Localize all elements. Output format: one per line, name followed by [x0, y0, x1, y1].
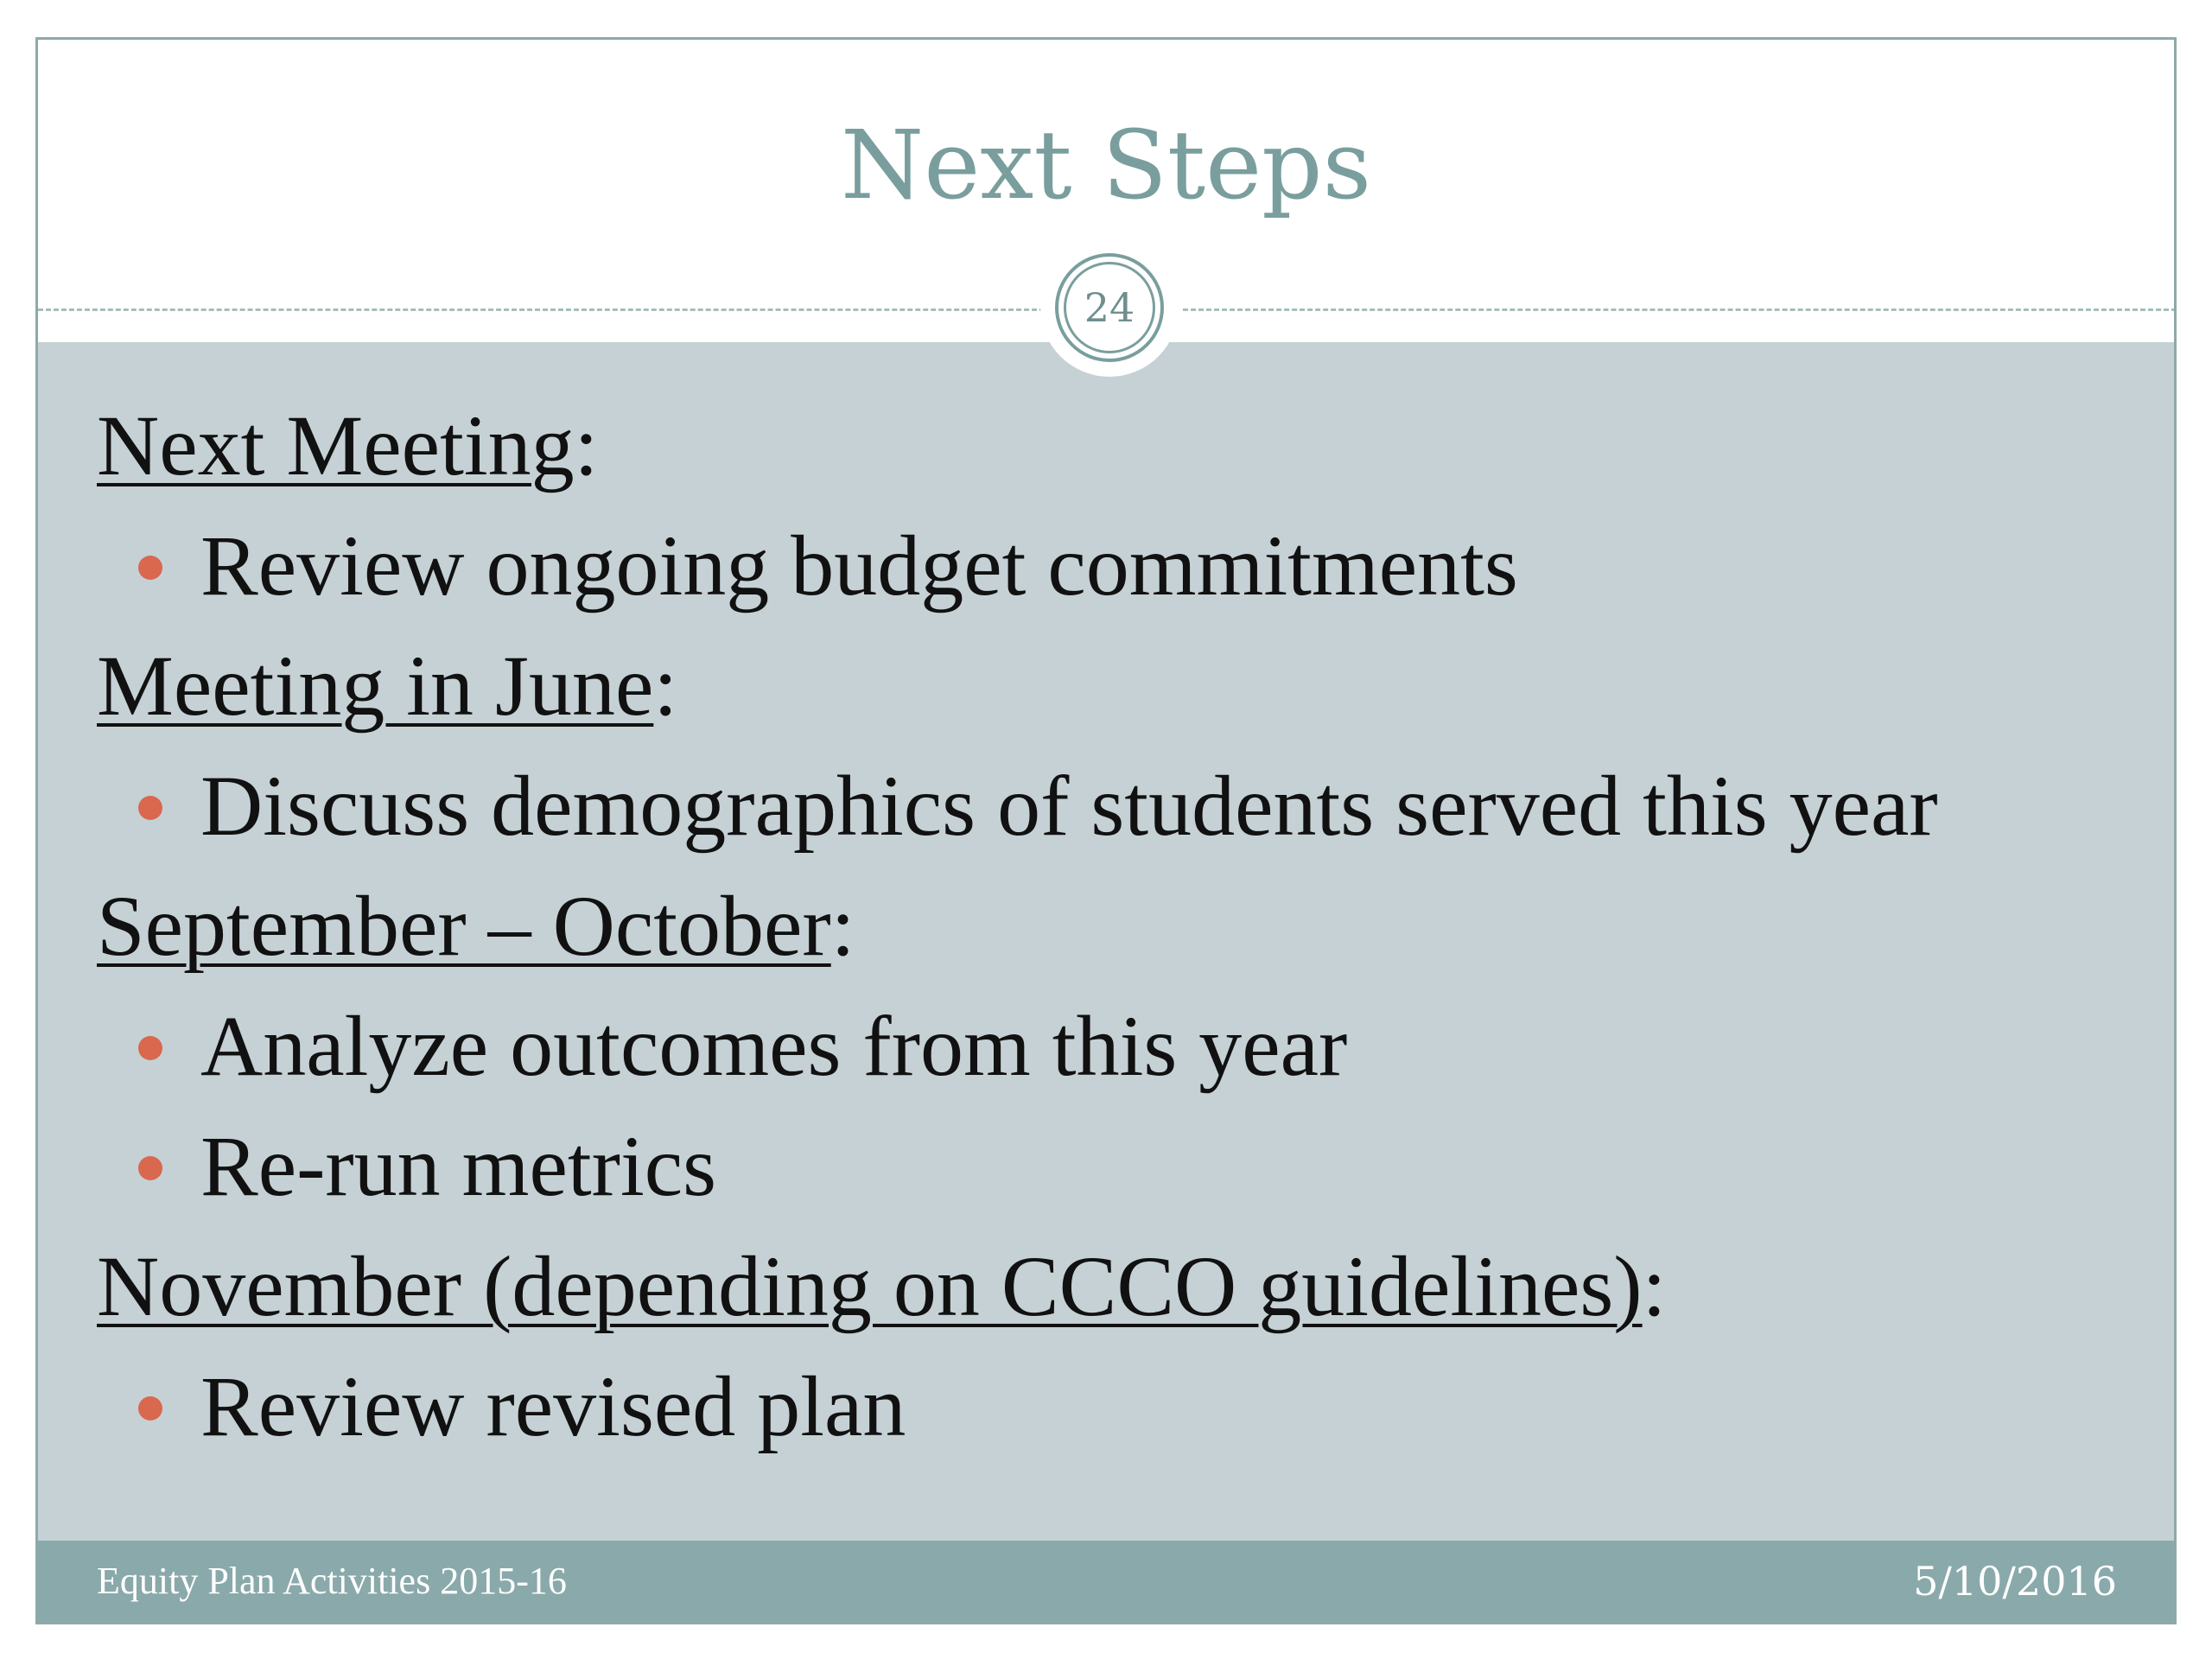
bullet-icon — [138, 1396, 162, 1421]
bullet-icon — [138, 556, 162, 580]
section-heading: November (depending on CCCO guidelines): — [97, 1238, 1667, 1334]
list-item: Re-run metrics — [97, 1106, 1938, 1226]
slide-footer — [38, 1541, 2174, 1622]
bullet-icon — [138, 796, 162, 820]
slide — [35, 37, 2177, 1624]
footer-date: 5/10/2016 — [1913, 1558, 2117, 1605]
bullet-icon — [138, 1036, 162, 1060]
slide-number: 24 — [1064, 262, 1155, 353]
footer-title: Equity Plan Activities 2015-16 — [97, 1560, 567, 1602]
header-divider-right — [1183, 308, 2177, 311]
list-item: Discuss demographics of students served this year — [97, 746, 1938, 866]
slide-title: Next Steps — [840, 110, 1372, 220]
list-item: Review revised plan — [97, 1346, 1938, 1466]
list-item: Analyze outcomes from this year — [97, 986, 1938, 1106]
section-heading: Meeting in June: — [97, 638, 678, 734]
list-item: Review ongoing budget commitments — [97, 505, 1938, 626]
slide-number-badge — [1040, 238, 1179, 377]
bullet-icon — [138, 1156, 162, 1180]
section-heading: September – October: — [97, 878, 855, 974]
content-list — [97, 385, 1938, 1466]
section-heading: Next Meeting: — [97, 397, 599, 493]
header-divider-left — [38, 308, 1045, 311]
